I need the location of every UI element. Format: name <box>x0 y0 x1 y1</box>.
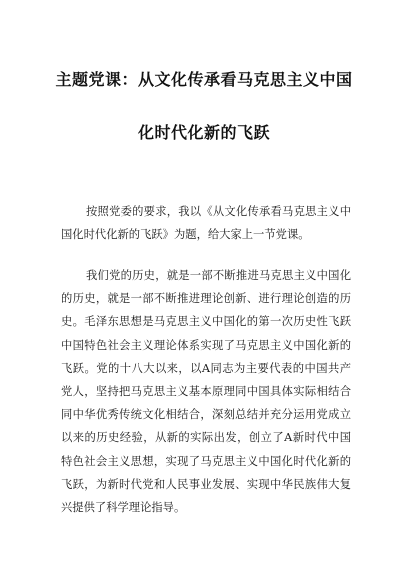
paragraph-2 <box>61 264 351 519</box>
paragraph-line: 党人，坚持把马克思主义基本原理同中国具体实际相结合 <box>61 384 351 398</box>
paragraph-1 <box>61 200 351 246</box>
paragraph-line: 兴提供了科学理论指导。 <box>61 500 186 514</box>
paragraph-line: 中国特色社会主义理论体系实现了马克思主义中国化新的 <box>61 338 351 352</box>
paragraph-line: 飞跃，为新时代党和人民事业发展、实现中华民族伟大复 <box>61 477 351 491</box>
paragraph-line: 按照党委的要求，我以《从文化传承看马克思主义中 <box>86 205 351 218</box>
paragraph-line: 飞跃。党的十八大以来，以A同志为主要代表的中国共产 <box>61 361 351 375</box>
paragraph-line: 国化时代化新的飞跃》为题，给大家上一节党课。 <box>61 228 310 242</box>
paragraph-line: 我们党的历史，就是一部不断推进马克思主义中国化 <box>86 269 351 282</box>
document-title-line-1: 主题党课：从文化传承看马克思主义中国 <box>55 70 353 89</box>
paragraph-line: 史。毛泽东思想是马克思主义中国化的第一次历史性飞跃 <box>61 315 351 329</box>
paragraph-line: 以来的历史经验，从新的实际出发，创立了A新时代中国 <box>61 431 351 445</box>
document-title-line-2: 化时代化新的飞跃 <box>137 123 270 142</box>
paragraph-line: 同中华优秀传统文化相结合，深刻总结并充分运用党成立 <box>61 408 351 422</box>
paragraph-line: 的历史，就是一部不断推进理论创新、进行理论创造的历 <box>61 292 351 306</box>
paragraph-line: 特色社会主义思想，实现了马克思主义中国化时代化新的 <box>61 454 351 468</box>
